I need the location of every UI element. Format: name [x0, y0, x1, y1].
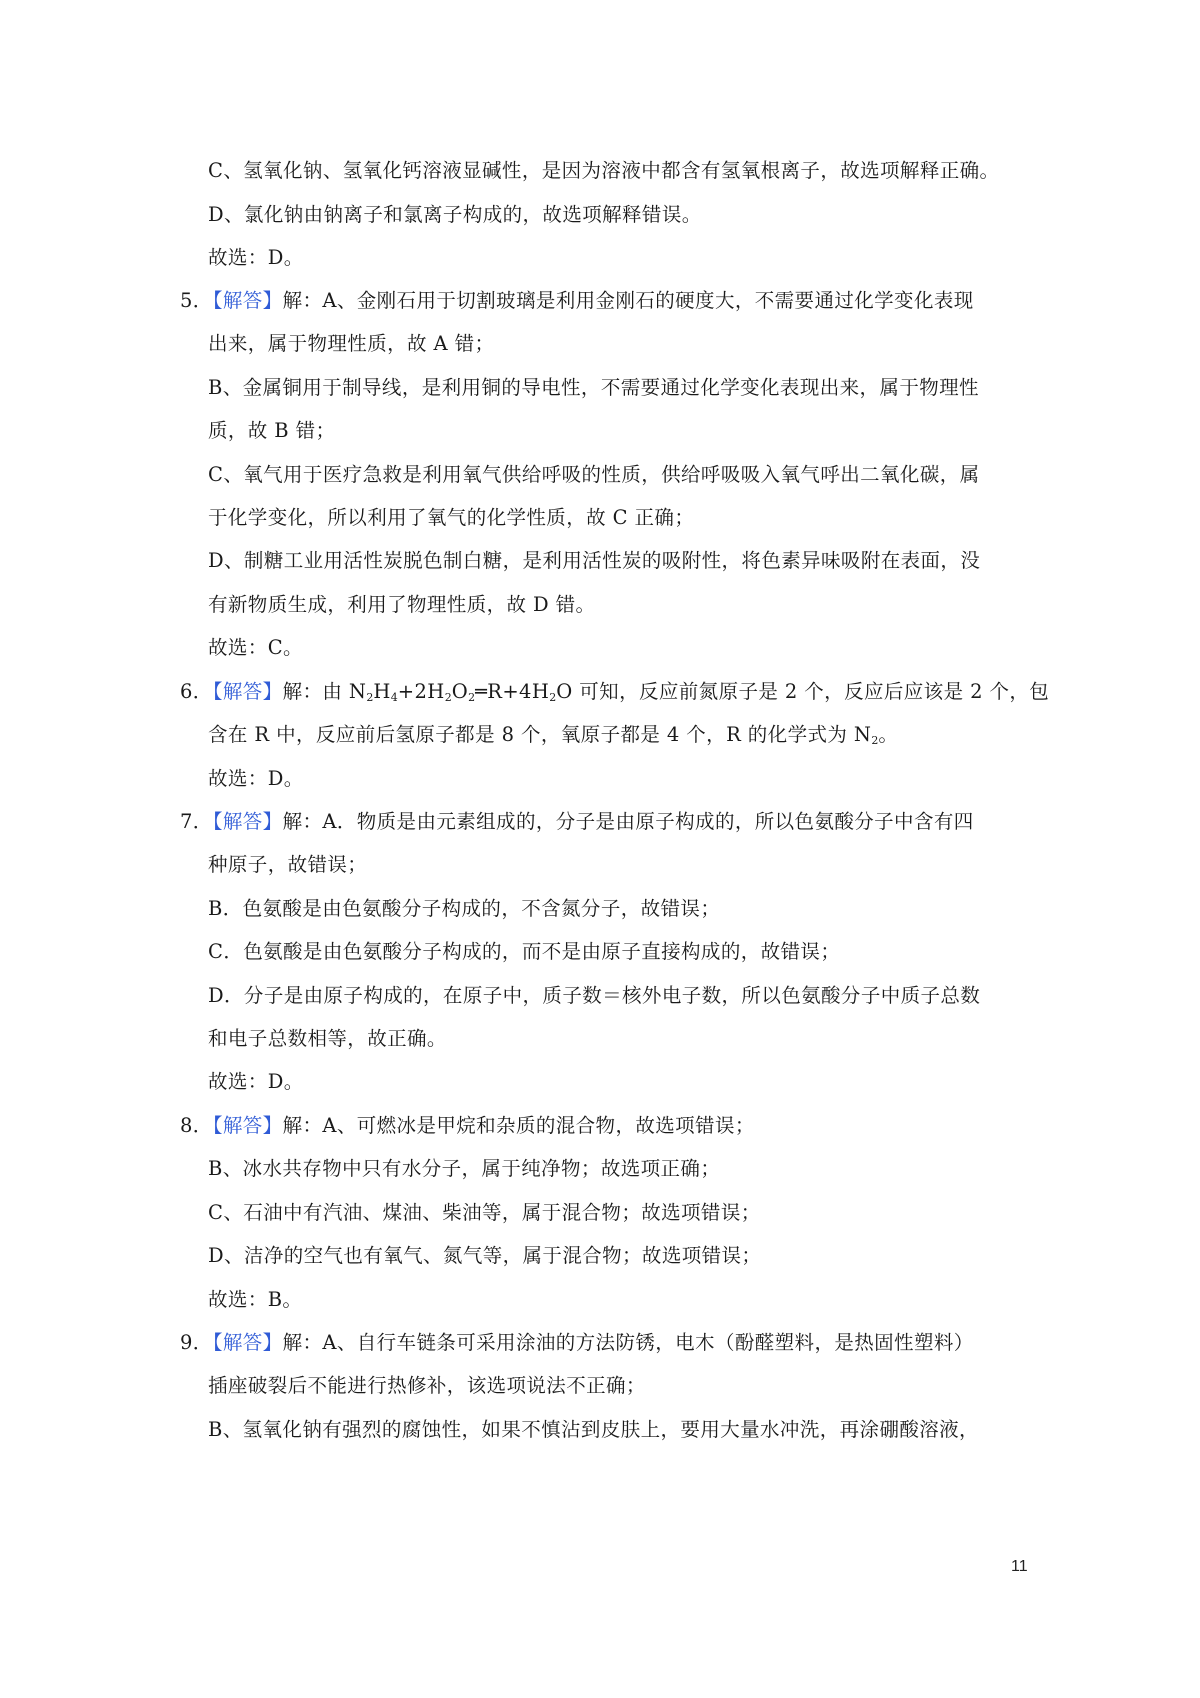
- text-line: D．分子是由原子构成的，在原子中，质子数＝核外电子数，所以色氨酸分子中质子总数: [208, 984, 981, 1007]
- text-line: 故选：B。: [208, 1288, 303, 1311]
- text-line: C、氧气用于医疗急救是利用氧气供给呼吸的性质，供给呼吸吸入氧气呼出二氧化碳，属: [208, 463, 980, 486]
- answer-9: [180, 1330, 974, 1356]
- answer-text: 解：A、金刚石用于切割玻璃是利用金刚石的硬度大，不需要通过化学变化表现: [282, 289, 974, 312]
- text-line: B、氢氧化钠有强烈的腐蚀性，如果不慎沾到皮肤上，要用大量水冲洗，再涂硼酸溶液，: [208, 1418, 979, 1441]
- text-line: B、冰水共存物中只有水分子，属于纯净物；故选项正确；: [208, 1157, 721, 1180]
- text-line: 故选：D。: [208, 246, 304, 269]
- text-line: B、金属铜用于制导线，是利用铜的导电性，不需要通过化学变化表现出来，属于物理性: [208, 376, 979, 399]
- question-number: 5．: [180, 289, 213, 312]
- text-line: [208, 722, 898, 754]
- answer-text: O 可知，反应前氮原子是 2 个，反应后应该是 2 个，包: [556, 680, 1050, 703]
- text-line: 出来，属于物理性质，故 A 错；: [208, 332, 495, 355]
- text-line: 种原子，故错误；: [208, 853, 368, 876]
- answer-5: [180, 288, 974, 314]
- text-line: C．色氨酸是由色氨酸分子构成的，而不是由原子直接构成的，故错误；: [208, 940, 841, 963]
- question-number: 8．: [180, 1114, 213, 1137]
- text-line: C、石油中有汽油、煤油、柴油等，属于混合物；故选项错误；: [208, 1201, 761, 1224]
- answer-text: 解：A．物质是由元素组成的，分子是由原子构成的，所以色氨酸分子中含有四: [282, 810, 974, 833]
- question-number: 9．: [180, 1331, 213, 1354]
- answer-text: 。: [878, 723, 899, 746]
- text-line: D、制糖工业用活性炭脱色制白糖，是利用活性炭的吸附性，将色素异味吸附在表面，没: [208, 549, 981, 572]
- formula-part: ═R+4H: [475, 680, 550, 703]
- answer-7: [180, 809, 974, 835]
- text-line: C、氢氧化钠、氢氧化钙溶液显碱性，是因为溶液中都含有氢氧根离子，故选项解释正确。: [208, 159, 1000, 182]
- text-line: 故选：C。: [208, 636, 303, 659]
- text-line: D、氯化钠由钠离子和氯离子构成的，故选项解释错误。: [208, 203, 702, 226]
- text-line: B．色氨酸是由色氨酸分子构成的，不含氮分子，故错误；: [208, 897, 721, 920]
- answer-text: 解：A、可燃冰是甲烷和杂质的混合物，故选项错误；: [282, 1114, 755, 1137]
- text-line: 质，故 B 错；: [208, 419, 336, 442]
- text-line: 于化学变化，所以利用了氧气的化学性质，故 C 正确；: [208, 506, 695, 529]
- subscript: 2: [871, 734, 879, 747]
- text-line: D、洁净的空气也有氧气、氮气等，属于混合物；故选项错误；: [208, 1244, 762, 1267]
- subscript: 2: [468, 691, 476, 704]
- text-line: 和电子总数相等，故正确。: [208, 1027, 447, 1050]
- answer-tag: 【解答】: [212, 1114, 283, 1137]
- text-line: 故选：D。: [208, 1070, 304, 1093]
- page-number: 11: [1011, 1558, 1028, 1575]
- answer-text: 含在 R 中，反应前后氢原子都是 8 个，氧原子都是 4 个，R 的化学式为 N: [208, 723, 872, 746]
- answer-text: 解：A、自行车链条可采用涂油的方法防锈，电木（酚醛塑料，是热固性塑料）: [282, 1331, 974, 1354]
- question-number: 7．: [180, 810, 213, 833]
- formula-part: H: [373, 680, 391, 703]
- formula-part: O: [451, 680, 469, 703]
- answer-tag: 【解答】: [212, 1331, 283, 1354]
- text-line: 有新物质生成，利用了物理性质，故 D 错。: [208, 593, 596, 616]
- text-line: 故选：D。: [208, 767, 304, 790]
- answer-tag: 【解答】: [212, 810, 283, 833]
- subscript: 2: [549, 691, 557, 704]
- subscript: 2: [366, 691, 374, 704]
- answer-tag: 【解答】: [212, 680, 283, 703]
- question-number: 6．: [180, 680, 213, 703]
- formula-part: 解：由 N: [282, 680, 367, 703]
- answer-6: [180, 679, 1049, 711]
- subscript: 2: [444, 691, 452, 704]
- subscript: 4: [390, 691, 398, 704]
- text-line: 插座破裂后不能进行热修补，该选项说法不正确；: [208, 1374, 646, 1397]
- formula-part: +2H: [397, 680, 445, 703]
- answer-tag: 【解答】: [212, 289, 283, 312]
- answer-8: [180, 1113, 755, 1139]
